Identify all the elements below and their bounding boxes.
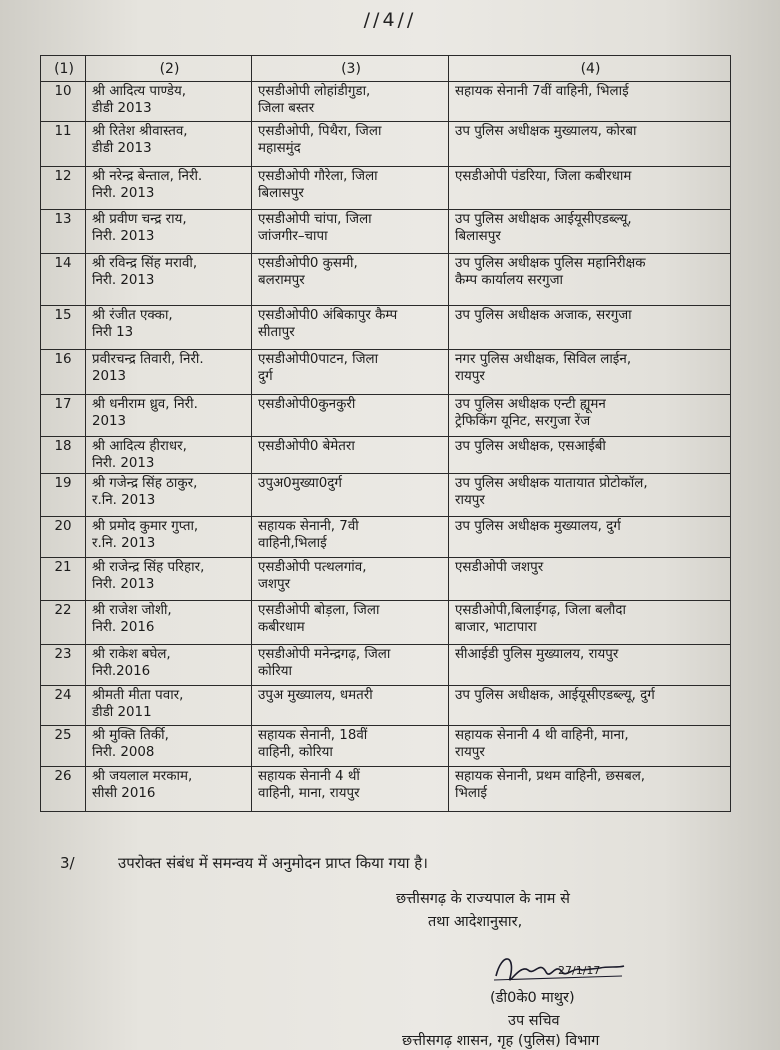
new-posting-cell-line: नगर पुलिस अधीक्षक, सिविल लाईन, — [455, 352, 632, 367]
current-posting-cell-line: उपुअ0मुख्या0दुर्ग — [258, 476, 342, 491]
officer-name-cell-line: निरी 13 — [92, 325, 134, 340]
current-posting-cell-line: एसडीओपी0 अंबिकापुर कैम्प — [258, 308, 398, 323]
current-posting-cell-line: एसडीओपी0पाटन, जिला — [258, 352, 379, 367]
new-posting-cell-line: उप पुलिस अधीक्षक, आईयूसीएडब्ल्यू, दुर्ग — [455, 688, 655, 703]
table-row — [41, 686, 731, 726]
officer-name-cell — [86, 122, 252, 167]
new-posting-cell-line: रायपुर — [455, 745, 485, 760]
table-row — [41, 558, 731, 601]
column-header: (3) — [252, 56, 449, 82]
current-posting-cell — [252, 601, 449, 645]
new-posting-cell-line: एसडीओपी,बिलाईगढ़, जिला बलौदा — [455, 603, 626, 618]
table-row — [41, 437, 731, 474]
officer-name-cell-line: श्री रंजीत एक्का, — [92, 308, 173, 323]
officer-name-cell — [86, 645, 252, 686]
current-posting-cell — [252, 350, 449, 395]
current-posting-cell-line: एसडीओपी गौरेला, जिला — [258, 169, 378, 184]
table-row — [41, 350, 731, 395]
current-posting-cell-line: जिला बस्तर — [258, 101, 315, 116]
new-posting-cell-line: ट्रेफिकिंग यूनिट, सरगुजा रेंज — [455, 414, 591, 429]
current-posting-cell — [252, 517, 449, 558]
current-posting-cell — [252, 726, 449, 767]
new-posting-cell — [449, 601, 731, 645]
current-posting-cell — [252, 645, 449, 686]
serial-number-cell: 20 — [41, 517, 86, 558]
current-posting-cell-line: सहायक सेनानी, 7वी — [258, 519, 359, 534]
serial-number-cell: 23 — [41, 645, 86, 686]
officer-name-cell-line: श्री गजेन्द्र सिंह ठाकुर, — [92, 476, 198, 491]
current-posting-cell-line: जांजगीर–चापा — [258, 229, 328, 244]
current-posting-cell — [252, 254, 449, 306]
current-posting-cell — [252, 167, 449, 210]
new-posting-cell-line: बाजार, भाटापारा — [455, 620, 537, 635]
officer-name-cell — [86, 254, 252, 306]
new-posting-cell — [449, 254, 731, 306]
table-row — [41, 601, 731, 645]
paragraph-number: 3/ — [60, 854, 75, 872]
current-posting-cell-line: एसडीओपी0कुनकुरी — [258, 397, 356, 412]
new-posting-cell-line: बिलासपुर — [455, 229, 501, 244]
column-header: (4) — [449, 56, 731, 82]
serial-number-cell: 19 — [41, 474, 86, 517]
current-posting-cell-line: महासमुंद — [258, 141, 301, 156]
serial-number-cell: 18 — [41, 437, 86, 474]
officer-name-cell — [86, 767, 252, 812]
current-posting-cell-line: एसडीओपी मनेन्द्रगढ़, जिला — [258, 647, 391, 662]
new-posting-cell-line: उप पुलिस अधीक्षक मुख्यालय, कोरबा — [455, 124, 637, 139]
new-posting-cell-line: उप पुलिस अधीक्षक मुख्यालय, दुर्ग — [455, 519, 621, 534]
officer-name-cell — [86, 306, 252, 350]
new-posting-cell-line: सहायक सेनानी 4 थी वाहिनी, माना, — [455, 728, 629, 743]
officer-name-cell-line: डीडी 2013 — [92, 141, 152, 156]
current-posting-cell — [252, 558, 449, 601]
governor-order-line-2: तथा आदेशानुसार, — [428, 914, 523, 930]
officer-name-cell — [86, 437, 252, 474]
serial-number-cell: 17 — [41, 395, 86, 437]
table-row — [41, 517, 731, 558]
current-posting-cell — [252, 686, 449, 726]
new-posting-cell — [449, 167, 731, 210]
table-body — [41, 82, 731, 812]
officer-name-cell-line: र.नि. 2013 — [92, 536, 156, 551]
column-header: (1) — [41, 56, 86, 82]
officer-name-cell-line: श्री रविन्द्र सिंह मरावी, — [92, 256, 198, 271]
new-posting-cell-line: एसडीओपी जशपुर — [455, 560, 544, 575]
table-row — [41, 474, 731, 517]
new-posting-cell — [449, 122, 731, 167]
governor-order-line-1: छत्तीसगढ़ के राज्यपाल के नाम से — [396, 891, 570, 907]
officer-name-cell-line: श्री रितेश श्रीवास्तव, — [92, 124, 188, 139]
officer-name-cell-line: श्री प्रमोद कुमार गुप्ता, — [92, 519, 199, 534]
current-posting-cell — [252, 395, 449, 437]
new-posting-cell-line: उप पुलिस अधीक्षक आईयूसीएडब्ल्यू, — [455, 212, 632, 227]
table-row — [41, 210, 731, 254]
current-posting-cell-line: कबीरधाम — [258, 620, 305, 635]
current-posting-cell-line: एसडीओपी चांपा, जिला — [258, 212, 372, 227]
new-posting-cell — [449, 767, 731, 812]
new-posting-cell — [449, 558, 731, 601]
officer-name-cell-line: श्री आदित्य हीराधर, — [92, 439, 187, 454]
current-posting-cell-line: सहायक सेनानी, 18वीं — [258, 728, 368, 743]
serial-number-cell: 15 — [41, 306, 86, 350]
new-posting-cell-line: उप पुलिस अधीक्षक अजाक, सरगुजा — [455, 308, 632, 323]
new-posting-cell-line: रायपुर — [455, 493, 485, 508]
current-posting-cell — [252, 82, 449, 122]
new-posting-cell — [449, 645, 731, 686]
officer-name-cell — [86, 558, 252, 601]
officer-name-cell-line: श्री राजेन्द्र सिंह परिहार, — [92, 560, 205, 575]
officer-name-cell-line: डीडी 2011 — [92, 705, 152, 720]
officer-name-cell-line: र.नि. 2013 — [92, 493, 156, 508]
table-row — [41, 767, 731, 812]
serial-number-cell: 13 — [41, 210, 86, 254]
new-posting-cell-line: सहायक सेनानी 7वीं वाहिनी, भिलाई — [455, 84, 629, 99]
current-posting-cell-line: एसडीओपी0 बेमेतरा — [258, 439, 355, 454]
current-posting-cell-line: जशपुर — [258, 577, 291, 592]
current-posting-cell-line: दुर्ग — [258, 369, 273, 384]
signature-date: 27/1/17 — [558, 964, 601, 977]
serial-number-cell: 26 — [41, 767, 86, 812]
paragraph-text: उपरोक्त संबंध में समन्वय में अनुमोदन प्राप्त किया गया है। — [118, 854, 428, 872]
serial-number-cell: 25 — [41, 726, 86, 767]
new-posting-cell-line: सहायक सेनानी, प्रथम वाहिनी, छसबल, — [455, 769, 646, 784]
current-posting-cell-line: एसडीओपी, पिथैरा, जिला — [258, 124, 382, 139]
table-row — [41, 645, 731, 686]
officer-name-cell-line: निरी. 2013 — [92, 577, 155, 592]
serial-number-cell: 11 — [41, 122, 86, 167]
serial-number-cell: 24 — [41, 686, 86, 726]
department-name: छत्तीसगढ़ शासन, गृह (पुलिस) विभाग — [402, 1033, 600, 1049]
officer-name-cell-line: निरी. 2016 — [92, 620, 155, 635]
signatory-name: (डी0के0 माथुर) — [490, 990, 575, 1006]
current-posting-cell-line: सीतापुर — [258, 325, 295, 340]
current-posting-cell-line: बिलासपुर — [258, 186, 304, 201]
new-posting-cell — [449, 437, 731, 474]
officer-name-cell-line: निरी. 2008 — [92, 745, 155, 760]
officer-name-cell-line: श्रीमती मीता पवार, — [92, 688, 184, 703]
officer-name-cell — [86, 726, 252, 767]
officer-name-cell — [86, 474, 252, 517]
officer-name-cell-line: श्री नरेन्द्र बेन्ताल, निरी. — [92, 169, 203, 184]
officer-name-cell — [86, 82, 252, 122]
new-posting-cell — [449, 350, 731, 395]
new-posting-cell-line: उप पुलिस अधीक्षक, एसआईबी — [455, 439, 606, 454]
officer-name-cell — [86, 350, 252, 395]
officer-name-cell-line: श्री राजेश जोशी, — [92, 603, 172, 618]
column-header: (2) — [86, 56, 252, 82]
officer-name-cell-line: श्री धनीराम ध्रुव, निरी. — [92, 397, 198, 412]
current-posting-cell-line: बलरामपुर — [258, 273, 305, 288]
table-row — [41, 167, 731, 210]
officer-name-cell — [86, 686, 252, 726]
officer-name-cell-line: निरी. 2013 — [92, 229, 155, 244]
officer-name-cell-line: निरी.2016 — [92, 664, 151, 679]
officer-name-cell — [86, 167, 252, 210]
current-posting-cell-line: एसडीओपी पत्थलगांव, — [258, 560, 367, 575]
officer-name-cell-line: श्री राकेश बघेल, — [92, 647, 171, 662]
new-posting-cell — [449, 395, 731, 437]
new-posting-cell — [449, 474, 731, 517]
paragraph-3 — [60, 853, 428, 873]
current-posting-cell-line: एसडीओपी0 कुसमी, — [258, 256, 358, 271]
serial-number-cell: 10 — [41, 82, 86, 122]
new-posting-cell — [449, 726, 731, 767]
serial-number-cell: 14 — [41, 254, 86, 306]
table-row — [41, 82, 731, 122]
transfer-table — [40, 55, 731, 812]
current-posting-cell — [252, 210, 449, 254]
table-row — [41, 395, 731, 437]
officer-name-cell-line: सीसी 2016 — [92, 786, 156, 801]
serial-number-cell: 16 — [41, 350, 86, 395]
officer-name-cell-line: श्री प्रवीण चन्द्र राय, — [92, 212, 187, 227]
current-posting-cell — [252, 306, 449, 350]
new-posting-cell-line: रायपुर — [455, 369, 485, 384]
new-posting-cell-line: भिलाई — [455, 786, 488, 801]
officer-name-cell — [86, 601, 252, 645]
page-number: //4// — [363, 9, 417, 31]
new-posting-cell-line: कैम्प कार्यालय सरगुजा — [455, 273, 563, 288]
officer-name-cell-line: निरी. 2013 — [92, 273, 155, 288]
current-posting-cell — [252, 767, 449, 812]
table-row — [41, 122, 731, 167]
current-posting-cell-line: उपुअ मुख्यालय, धमतरी — [258, 688, 373, 703]
officer-name-cell-line: श्री मुक्ति तिर्की, — [92, 728, 169, 743]
new-posting-cell-line: उप पुलिस अधीक्षक यातायात प्रोटोकॉल, — [455, 476, 648, 491]
new-posting-cell-line: उप पुलिस अधीक्षक एन्टी ह्यूमन — [455, 397, 606, 412]
current-posting-cell-line: एसडीओपी बोड़ला, जिला — [258, 603, 380, 618]
serial-number-cell: 12 — [41, 167, 86, 210]
officer-name-cell-line: श्री जयलाल मरकाम, — [92, 769, 193, 784]
signatory-designation: उप सचिव — [508, 1013, 560, 1029]
new-posting-cell-line: सीआईडी पुलिस मुख्यालय, रायपुर — [455, 647, 619, 662]
current-posting-cell-line: एसडीओपी लोहांडीगुडा, — [258, 84, 371, 99]
officer-name-cell-line: प्रवीरचन्द्र तिवारी, निरी. — [92, 352, 204, 367]
officer-name-cell-line: श्री आदित्य पाण्डेय, — [92, 84, 186, 99]
officer-name-cell — [86, 210, 252, 254]
table-header-row — [41, 56, 731, 82]
current-posting-cell-line: वाहिनी, माना, रायपुर — [258, 786, 360, 801]
new-posting-cell-line: एसडीओपी पंडरिया, जिला कबीरधाम — [455, 169, 632, 184]
officer-name-cell — [86, 517, 252, 558]
officer-name-cell-line: 2013 — [92, 369, 127, 384]
serial-number-cell: 21 — [41, 558, 86, 601]
officer-name-cell — [86, 395, 252, 437]
current-posting-cell — [252, 437, 449, 474]
current-posting-cell-line: वाहिनी,भिलाई — [258, 536, 327, 551]
table-row — [41, 306, 731, 350]
new-posting-cell — [449, 82, 731, 122]
officer-name-cell-line: डीडी 2013 — [92, 101, 152, 116]
new-posting-cell-line: उप पुलिस अधीक्षक पुलिस महानिरीक्षक — [455, 256, 646, 271]
new-posting-cell — [449, 306, 731, 350]
new-posting-cell — [449, 686, 731, 726]
current-posting-cell-line: सहायक सेनानी 4 थीं — [258, 769, 360, 784]
serial-number-cell: 22 — [41, 601, 86, 645]
current-posting-cell — [252, 474, 449, 517]
officer-name-cell-line: निरी. 2013 — [92, 456, 155, 471]
table-row — [41, 726, 731, 767]
officer-name-cell-line: 2013 — [92, 414, 127, 429]
table-row — [41, 254, 731, 306]
new-posting-cell — [449, 210, 731, 254]
new-posting-cell — [449, 517, 731, 558]
current-posting-cell-line: कोरिया — [258, 664, 292, 679]
officer-name-cell-line: निरी. 2013 — [92, 186, 155, 201]
current-posting-cell — [252, 122, 449, 167]
current-posting-cell-line: वाहिनी, कोरिया — [258, 745, 333, 760]
